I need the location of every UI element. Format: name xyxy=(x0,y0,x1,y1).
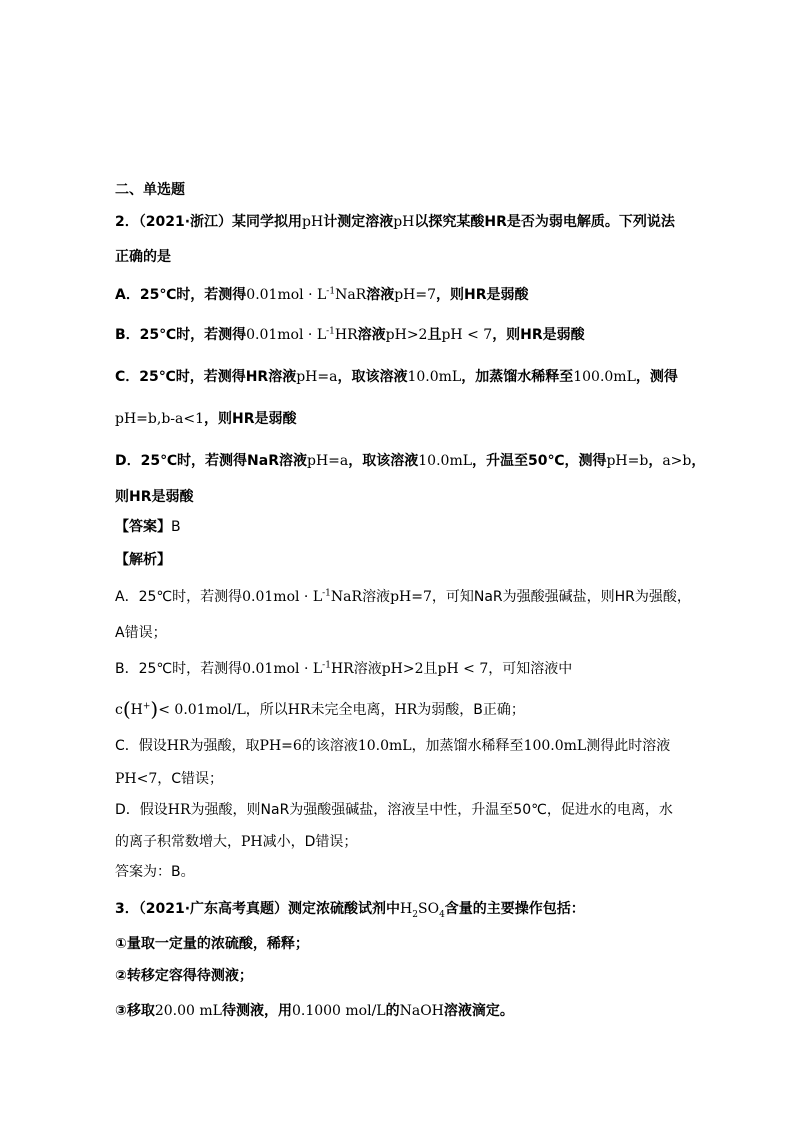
acid-formula: HR xyxy=(287,702,311,718)
exp-text: 溶液 xyxy=(362,589,391,605)
exp-text: 为强酸，取 xyxy=(189,738,260,754)
ph-condition: pH=b,b-a<1 xyxy=(115,411,204,427)
explanation-a-line2: A错误； xyxy=(115,625,167,641)
ph-value: PH<7 xyxy=(115,771,158,787)
exp-text: ，可知NaR为强酸强碱盐，则HR为强酸， xyxy=(431,589,691,605)
acid-formula: HR xyxy=(166,738,190,754)
answer-label: 【答案】 xyxy=(115,519,171,535)
explanation-b-line2: c(H+)< 0.01mol/L，所以HR未完全电离，HR为弱酸，B正确； xyxy=(115,697,525,721)
volume: 20.00 mL xyxy=(154,1003,222,1019)
answer-value: B xyxy=(171,519,181,535)
ph-value: pH < 7 xyxy=(441,327,493,343)
option-tail: ，则HR是弱酸 xyxy=(436,287,529,303)
q2-option-d-line1 xyxy=(115,451,705,471)
step-lead: ③移取 xyxy=(115,1003,155,1019)
comparison: a>b xyxy=(662,453,692,469)
option-text: 溶液 xyxy=(366,287,395,303)
ph-value: pH=b xyxy=(606,453,649,469)
q2-text: 计测定溶液 xyxy=(323,214,394,230)
formula-so: SO xyxy=(417,901,440,917)
acid-formula: HR xyxy=(394,702,418,718)
concentration: 0.01mol · L xyxy=(242,661,323,677)
q2-stem-line1 xyxy=(115,212,675,232)
naoh-formula: NaOH xyxy=(399,1003,444,1019)
concentration: 0.1000 mol/L xyxy=(291,1003,386,1019)
concentration-symbol: c xyxy=(115,702,123,718)
acid-formula: HR xyxy=(167,802,191,818)
exp-text: 且 xyxy=(423,661,438,677)
exp-text: 溶液 xyxy=(353,661,382,677)
ph-symbol: pH xyxy=(302,214,324,230)
option-tail: ，则HR是弱酸 xyxy=(204,411,297,427)
volume: 10.0mL xyxy=(418,453,473,469)
ph-value: pH=7 xyxy=(390,589,432,605)
volume: 10.0mL xyxy=(357,738,412,754)
exp-text: 为强酸，则NaR为强酸强碱盐，溶液呈中性，升温至50℃，促进水的电离，水 xyxy=(190,802,673,818)
q2-text: 以探究某酸HR是否为弱电解质。下列说法 xyxy=(414,214,675,230)
option-lead: A．25℃时，若测得 xyxy=(115,287,247,303)
volume: 10.0mL xyxy=(407,369,462,385)
answer-line xyxy=(115,517,181,537)
q3-stem xyxy=(115,899,585,919)
formula-h: H xyxy=(400,901,413,917)
acid-formula: HR xyxy=(330,661,354,677)
ph-symbol: pH xyxy=(393,214,415,230)
q3-number-source: 3．（2021·广东高考真题）测定浓硫酸试剂中 xyxy=(115,901,401,917)
explanation-d-line1 xyxy=(115,800,673,820)
option-text: ，测得 xyxy=(635,369,678,385)
concentration: 0.01mol · L xyxy=(242,589,323,605)
option-text: ，取该溶液 xyxy=(348,453,419,469)
ph-value: pH < 7 xyxy=(437,661,489,677)
analysis-label: 【解析】 xyxy=(115,552,171,568)
option-text: ， xyxy=(691,453,706,469)
q2-option-d-line2: 则HR是弱酸 xyxy=(115,489,194,505)
option-lead: C．25℃时，若测得HR溶液 xyxy=(115,369,297,385)
volume: 100.0mL xyxy=(573,369,636,385)
subscript: 4 xyxy=(439,909,445,920)
salt-formula: NaR xyxy=(335,287,367,303)
option-text: 且 xyxy=(427,327,442,343)
inequality: < 0.01mol/L xyxy=(158,702,246,718)
ph-value: PH=6 xyxy=(259,738,302,754)
step-text: 的 xyxy=(385,1003,400,1019)
q2-number-source: 2．（2021·浙江）某同学拟用 xyxy=(115,214,303,230)
exponent: -1 xyxy=(322,660,331,671)
option-tail: ，则HR是弱酸 xyxy=(492,327,585,343)
exp-text: ，可知溶液中 xyxy=(488,661,573,677)
exp-lead: C．假设 xyxy=(115,738,167,754)
conclusion: 答案为：B。 xyxy=(115,864,195,880)
ph-value: pH>2 xyxy=(381,661,424,677)
ph-value: pH>2 xyxy=(385,327,428,343)
q2-option-b xyxy=(115,325,585,345)
q3-step-2: ②转移定容得待测液； xyxy=(115,968,253,984)
step-text: 溶液滴定。 xyxy=(443,1003,514,1019)
exp-text: ，C错误； xyxy=(157,771,224,787)
volume: 100.0mL xyxy=(523,738,587,754)
ion-charge: + xyxy=(142,701,151,712)
ph-value: pH=a xyxy=(296,369,338,385)
salt-formula: NaR xyxy=(330,589,363,605)
exp-lead: B．25℃时，若测得 xyxy=(115,661,243,677)
q2-option-a xyxy=(115,285,529,305)
explanation-a-line1 xyxy=(115,587,691,607)
exp-text: 减小，D错误； xyxy=(262,834,358,850)
q2-option-c-line1 xyxy=(115,367,678,387)
explanation-c-line2 xyxy=(115,769,223,789)
option-text: ，取该溶液 xyxy=(337,369,408,385)
exp-text: 测得此时溶液 xyxy=(586,738,671,754)
concentration: 0.01mol · L xyxy=(246,287,327,303)
explanation-d-line2 xyxy=(115,832,357,852)
option-text: 溶液 xyxy=(357,327,386,343)
subscript: 2 xyxy=(412,909,418,920)
exponent: -1 xyxy=(326,286,336,297)
ph-value: pH=7 xyxy=(394,287,437,303)
q2-option-c-line2 xyxy=(115,409,297,429)
explanation-b-line1 xyxy=(115,659,572,679)
exponent: -1 xyxy=(322,588,331,599)
q3-step-1: ①量取一定量的浓硫酸，稀释； xyxy=(115,936,309,952)
step-text: 待测液，用 xyxy=(221,1003,292,1019)
exp-text: 为弱酸，B正确； xyxy=(417,702,525,718)
exp-text: ，所以 xyxy=(245,702,288,718)
exp-lead: D．假设 xyxy=(115,802,168,818)
exponent: -1 xyxy=(326,326,335,337)
q3-text: 含量的主要操作包括： xyxy=(444,901,585,917)
option-lead: D．25℃时，若测得NaR溶液 xyxy=(115,453,308,469)
q2-stem-line2: 正确的是 xyxy=(115,249,171,265)
ph-value: pH=a xyxy=(307,453,349,469)
option-text: ，加蒸馏水稀释至 xyxy=(461,369,574,385)
exp-lead: A．25℃时，若测得 xyxy=(115,589,243,605)
option-text: ， xyxy=(648,453,663,469)
acid-formula: HR xyxy=(334,327,358,343)
ph-value: PH xyxy=(241,834,263,850)
exp-text: ，加蒸馏水稀释至 xyxy=(411,738,524,754)
option-text: ，升温至50℃，测得 xyxy=(472,453,607,469)
exp-text: 的离子积常数增大， xyxy=(115,834,241,850)
concentration: 0.01mol · L xyxy=(246,327,327,343)
q3-step-3 xyxy=(115,1001,514,1021)
option-lead: B．25℃时，若测得 xyxy=(115,327,247,343)
section-title: 二、单选题 xyxy=(115,182,185,198)
hydrogen-ion: H xyxy=(130,702,143,718)
exp-text: 的该溶液 xyxy=(301,738,358,754)
explanation-c-line1 xyxy=(115,736,670,756)
exp-text: 未完全电离， xyxy=(310,702,395,718)
